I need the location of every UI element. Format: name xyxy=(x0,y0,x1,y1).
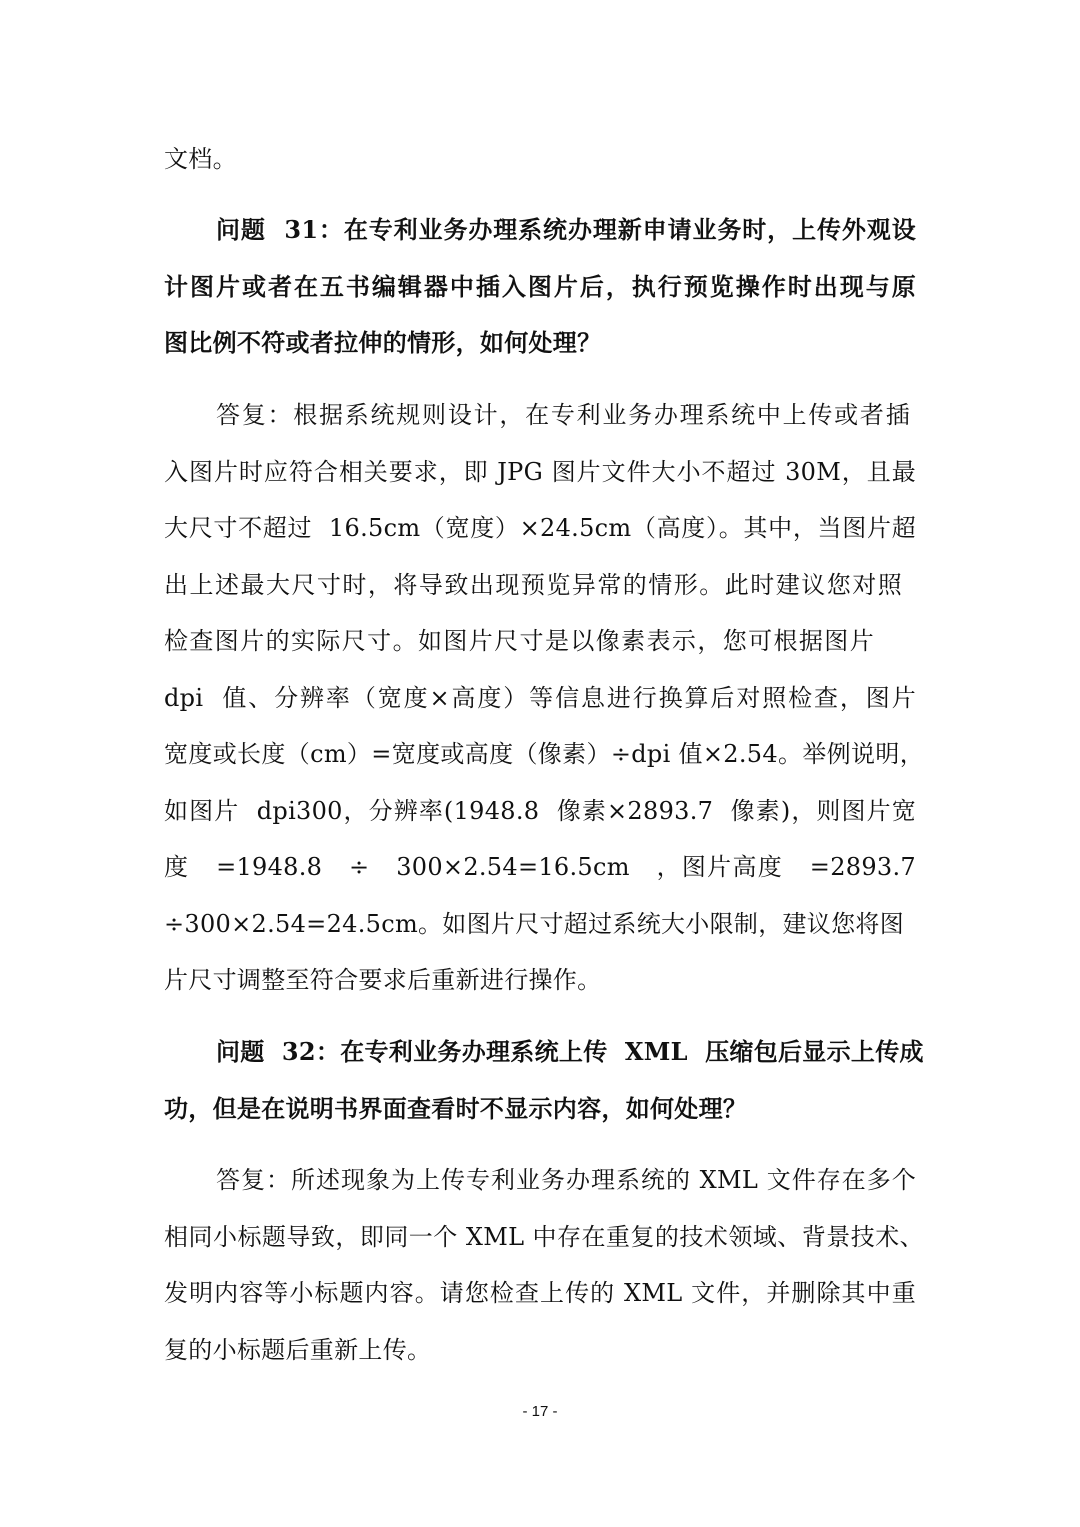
question-31-heading-line-2: 计图片或者在五书编辑器中插入图片后，执行预览操作时出现与原 xyxy=(164,272,916,301)
question-32-heading-line-1: 问题 32：在专利业务办理系统上传 XML 压缩包后显示上传成 xyxy=(216,1037,924,1066)
answer-31-line: 宽度或长度（cm）=宽度或高度（像素）÷dpi 值×2.54。举例说明， xyxy=(164,740,924,768)
answer-31-line: 出上述最大尺寸时，将导致出现预览异常的情形。此时建议您对照 xyxy=(164,571,902,599)
answer-31-line: 如图片 dpi300，分辨率(1948.8 像素×2893.7 像素)，则图片宽 xyxy=(164,797,916,825)
answer-32-line: 发明内容等小标题内容。请您检查上传的 XML 文件，并删除其中重 xyxy=(164,1279,916,1307)
question-31-heading-line-3: 图比例不符或者拉伸的情形，如何处理？ xyxy=(164,328,602,357)
answer-32-line: 复的小标题后重新上传。 xyxy=(164,1336,432,1364)
answer-31-line: 检查图片的实际尺寸。如图片尺寸是以像素表示，您可根据图片 xyxy=(164,627,874,655)
answer-31-line: 入图片时应符合相关要求，即 JPG 图片文件大小不超过 30M，且最 xyxy=(164,458,916,486)
answer-31-line: ÷300×2.54=24.5cm。如图片尺寸超过系统大小限制，建议您将图 xyxy=(164,910,905,938)
question-31-heading-line-1: 问题 31：在专利业务办理系统办理新申请业务时，上传外观设 xyxy=(216,215,916,244)
paragraph-line: 文档。 xyxy=(164,145,237,173)
question-32-heading-line-2: 功，但是在说明书界面查看时不显示内容，如何处理？ xyxy=(164,1094,748,1123)
answer-31-line: 片尺寸调整至符合要求后重新进行操作。 xyxy=(164,966,602,994)
answer-31-line: 大尺寸不超过 16.5cm（宽度）×24.5cm（高度）。其中，当图片超 xyxy=(164,514,916,542)
answer-31-line: 度 =1948.8 ÷ 300×2.54=16.5cm ，图片高度 =2893.7 xyxy=(164,853,916,881)
answer-32-line: 相同小标题导致，即同一个 XML 中存在重复的技术领域、背景技术、 xyxy=(164,1223,924,1251)
answer-31-line: 答复：根据系统规则设计，在专利业务办理系统中上传或者插 xyxy=(216,401,910,429)
page-number: - 17 - xyxy=(522,1403,558,1420)
answer-32-line: 答复：所述现象为上传专利业务办理系统的 XML 文件存在多个 xyxy=(216,1166,916,1194)
answer-31-line: dpi 值、分辨率（宽度×高度）等信息进行换算后对照检查，图片 xyxy=(164,684,916,712)
